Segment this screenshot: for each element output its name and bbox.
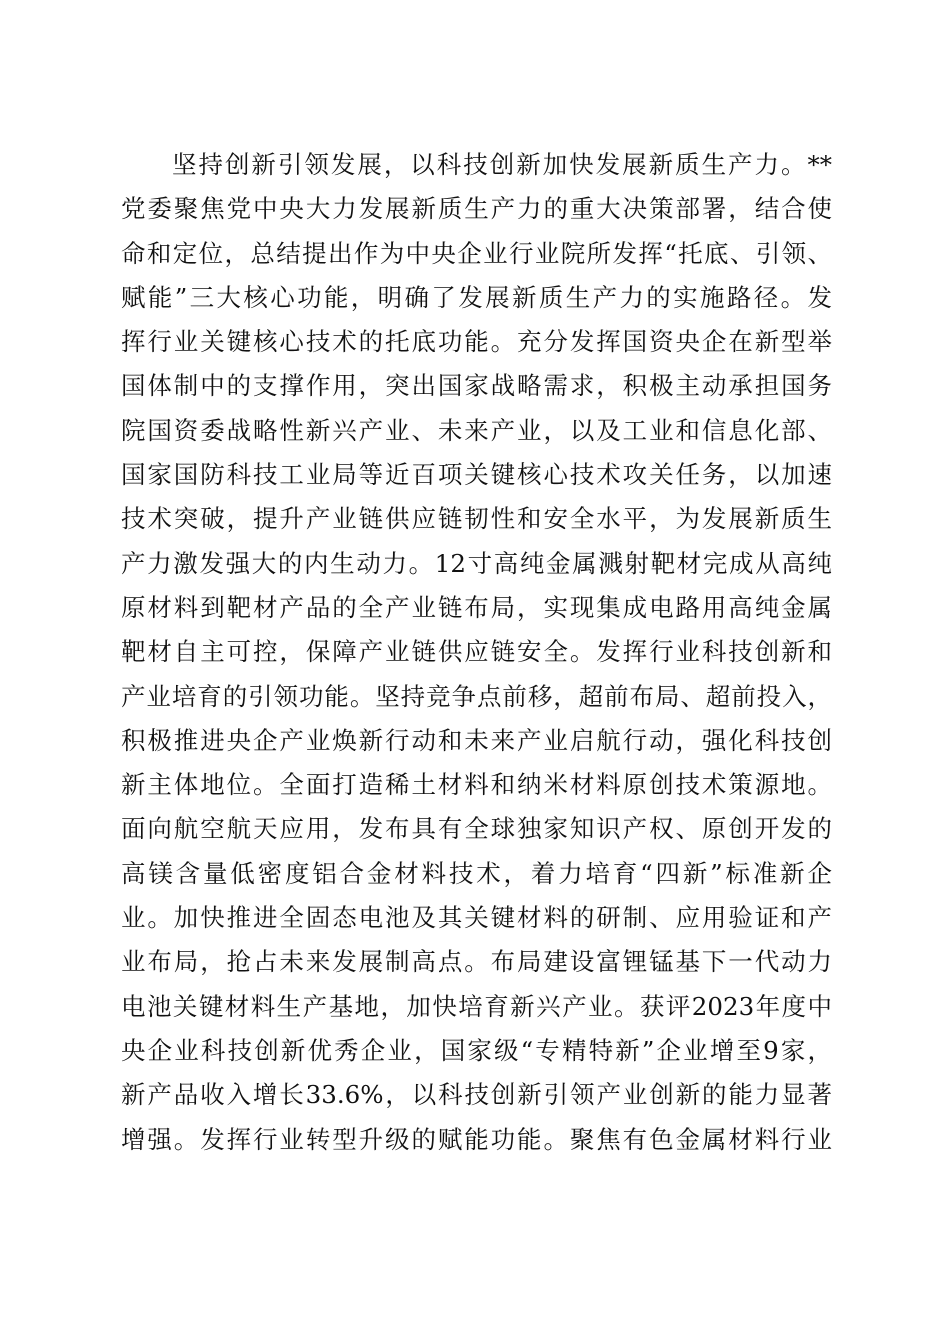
paragraph-line-5: 挥行业关键核心技术的托底功能。充分发挥国资央企在新型举 <box>121 327 832 357</box>
paragraph-line-22: 新产品收入增长33.6%，以科技创新引领产业创新的能力显著 <box>121 1080 832 1110</box>
paragraph-line-8: 国家国防科技工业局等近百项关键核心技术攻关任务，以加速 <box>121 460 832 490</box>
paragraph-line-6: 国体制中的支撑作用，突出国家战略需求，积极主动承担国务 <box>121 371 832 401</box>
paragraph-line-14: 积极推进央企产业焕新行动和未来产业启航行动，强化科技创 <box>121 725 832 755</box>
paragraph-line-13: 产业培育的引领功能。坚持竞争点前移，超前布局、超前投入， <box>121 681 832 711</box>
paragraph-line-18: 业。加快推进全固态电池及其关键材料的研制、应用验证和产 <box>121 903 832 933</box>
paragraph-line-16: 面向航空航天应用，发布具有全球独家知识产权、原创开发的 <box>121 814 832 844</box>
paragraph-line-11: 原材料到靶材产品的全产业链布局，实现集成电路用高纯金属 <box>121 592 832 622</box>
paragraph-line-21: 央企业科技创新优秀企业，国家级“专精特新”企业增至9家， <box>121 1035 832 1065</box>
paragraph-line-15: 新主体地位。全面打造稀土材料和纳米材料原创技术策源地。 <box>121 770 832 800</box>
paragraph-line-10: 产力激发强大的内生动力。12寸高纯金属溅射靶材完成从高纯 <box>121 548 832 578</box>
paragraph-line-20: 电池关键材料生产基地，加快培育新兴产业。获评2023年度中 <box>121 991 832 1021</box>
paragraph-line-17: 高镁含量低密度铝合金材料技术，着力培育“四新”标准新企 <box>121 858 832 888</box>
paragraph-line-2: 党委聚焦党中央大力发展新质生产力的重大决策部署，结合使 <box>121 194 832 224</box>
paragraph-line-12: 靶材自主可控，保障产业链供应链安全。发挥行业科技创新和 <box>121 637 832 667</box>
paragraph-line-19: 业布局，抢占未来发展制高点。布局建设富锂锰基下一代动力 <box>121 947 832 977</box>
paragraph-line-3: 命和定位，总结提出作为中央企业行业院所发挥“托底、引领、 <box>121 238 832 268</box>
paragraph-line-4: 赋能”三大核心功能，明确了发展新质生产力的实施路径。发 <box>121 282 832 312</box>
paragraph-line-23: 增强。发挥行业转型升级的赋能功能。聚焦有色金属材料行业 <box>121 1124 832 1154</box>
paragraph-line-9: 技术突破，提升产业链供应链韧性和安全水平，为发展新质生 <box>121 504 832 534</box>
body-paragraph <box>121 143 832 1162</box>
paragraph-line-1: 坚持创新引领发展，以科技创新加快发展新质生产力。** <box>172 150 832 179</box>
paragraph-line-7: 院国资委战略性新兴产业、未来产业，以及工业和信息化部、 <box>121 415 832 445</box>
